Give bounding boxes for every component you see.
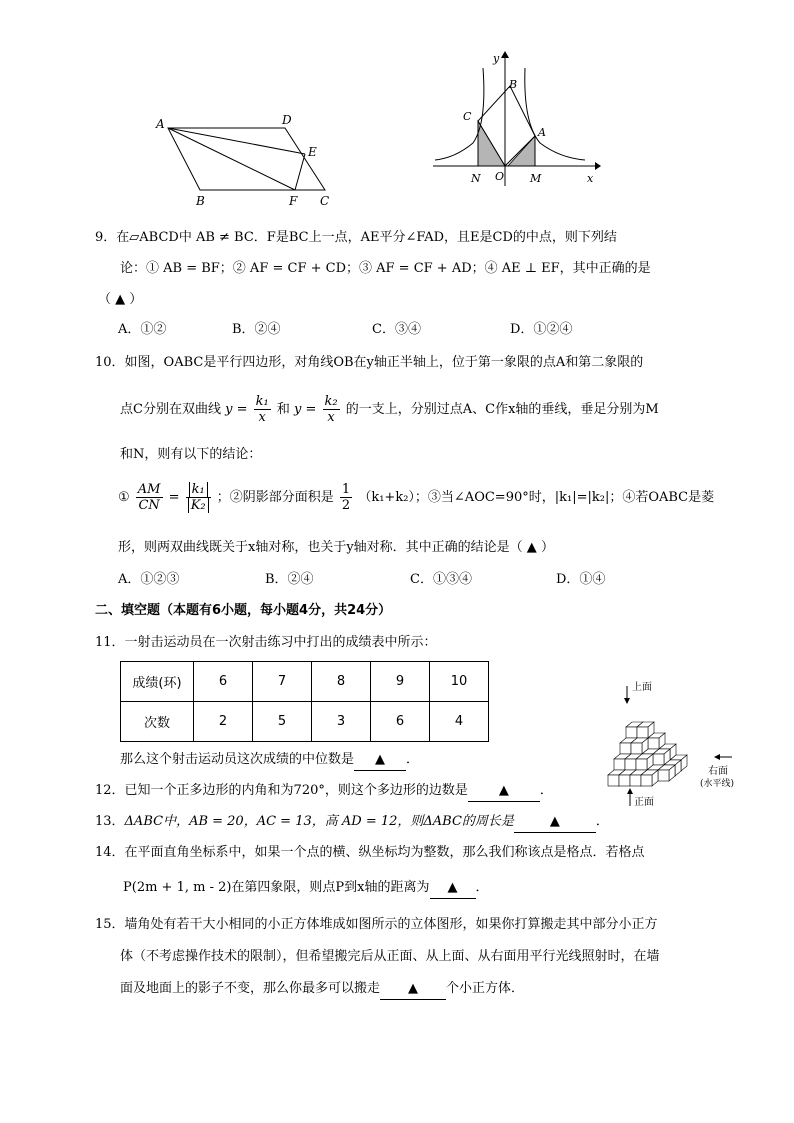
- label-C: C: [320, 194, 330, 208]
- cube-front-face: [648, 738, 659, 749]
- q10-c2: ；②阴影部分面积是: [216, 490, 334, 505]
- q10-c1-mark: ①: [118, 490, 130, 505]
- cube-front-face: [619, 775, 630, 786]
- q9-line2: 论：① AB = BF；② AF = CF + CD；③ AF = CF + AD；④ AE ⊥ EF，其中正确的是: [120, 261, 651, 276]
- label-N: N: [471, 172, 481, 185]
- table-cell: 7: [253, 662, 312, 702]
- y-axis-arrow: [501, 51, 509, 58]
- table-cell: 4: [430, 702, 489, 742]
- q13-tail: ．: [595, 814, 609, 829]
- q14-tail: ．: [475, 880, 489, 895]
- q11-line: [95, 633, 437, 653]
- q15-line3-post: 个小正方体．: [446, 981, 525, 996]
- table-row: [121, 662, 489, 702]
- q11-number: 11．: [95, 635, 125, 650]
- parallelogram-figure: [150, 110, 340, 210]
- q9-option-a: A．①②: [118, 322, 167, 337]
- q9-number: 9．: [95, 230, 117, 245]
- q10-line2-post: 的一支上，分别过点A、C作x轴的垂线，垂足分别为M: [345, 402, 659, 417]
- x-axis-arrow: [595, 162, 601, 170]
- q10-number: 10．: [95, 355, 125, 370]
- label-O: O: [495, 170, 505, 183]
- q13-text: ΔABC中，AB = 20，AC = 13，高 AD = 12，则ΔABC的周长是: [124, 814, 514, 829]
- q10-and: 和: [276, 402, 290, 417]
- table-cell: 10: [430, 662, 489, 702]
- q9-option-b: B．②④: [232, 322, 281, 337]
- cube-front-face: [608, 775, 619, 786]
- q10-cn: CN: [138, 498, 160, 513]
- front-label: 正面: [634, 797, 654, 808]
- q10-half-den: 2: [341, 498, 351, 513]
- q10-y-eq-1: y =: [225, 402, 248, 417]
- segment-AE: [168, 128, 305, 154]
- q12-number: 12．: [95, 783, 125, 798]
- table-cell: 5: [253, 702, 312, 742]
- q11-text: 一射击运动员在一次射击练习中打出的成绩表中所示：: [124, 635, 437, 650]
- q14-number: 14．: [95, 845, 125, 860]
- q13-answer-blank[interactable]: [514, 812, 596, 833]
- q10-frac-k1-x: [254, 394, 271, 425]
- table-cell: 6: [194, 662, 253, 702]
- label-A: A: [156, 117, 165, 131]
- q11-answer-blank[interactable]: [354, 750, 406, 771]
- q15-text1: 墙角处有若干大小相同的小正方体堆成如图所示的立体图形，如果你打算搬走其中部分小正方: [124, 917, 658, 932]
- cube-front-face: [658, 770, 669, 781]
- label-B: B: [509, 78, 518, 91]
- q9-option-c: C．③④: [372, 322, 421, 337]
- cube-front-face: [625, 759, 636, 770]
- segment-EF: [295, 154, 305, 190]
- q10-x1: x: [258, 410, 266, 425]
- table-cell: 9: [371, 662, 430, 702]
- top-label: 上面: [632, 682, 652, 693]
- q12-text: 已知一个正多边形的内角和为720°，则这个多边形的边数是: [124, 783, 468, 798]
- q10-am: AM: [137, 482, 161, 497]
- q9-option-d: D．①②④: [510, 322, 573, 337]
- q10-c2-tail: （k₁+k₂）；③当∠AOC=90°时，|k₁|=|k₂|；④若OABC是菱: [358, 490, 715, 505]
- table-cell: 2: [194, 702, 253, 742]
- q10-line5: 形，则两双曲线既关于x轴对称，也关于y轴对称．其中正确的结论是（ ▲ ）: [118, 540, 554, 555]
- top-arrow-head: [624, 698, 630, 704]
- label-A: A: [538, 126, 546, 139]
- q11-after-text: 那么这个射击运动员这次成绩的中位数是: [120, 752, 355, 767]
- q12-answer-blank[interactable]: [468, 781, 540, 802]
- q14-text2: P(2m + 1, m - 2)在第四象限，则点P到x轴的距离为: [123, 880, 430, 895]
- table-cell: 8: [312, 662, 371, 702]
- cube-front-face: [626, 727, 637, 738]
- table-cell: 3: [312, 702, 371, 742]
- label-x: x: [587, 172, 594, 185]
- label-F: F: [289, 194, 298, 208]
- q12-line: [95, 781, 553, 802]
- q15-line1: [95, 915, 658, 935]
- triangle-icon: ▲: [498, 783, 509, 798]
- q10-k1: k₁: [255, 394, 269, 409]
- label-E: E: [308, 145, 317, 159]
- label-D: D: [282, 113, 292, 127]
- cube-front-face: [636, 759, 647, 770]
- q10-line3: 和N，则有以下的结论：: [120, 447, 262, 462]
- q12-tail: ．: [539, 783, 553, 798]
- q13-line: [95, 812, 609, 833]
- table-header-cell: 成绩(环): [121, 662, 194, 702]
- right-arrow-head: [714, 754, 720, 760]
- q15-line3-pre: 面及地面上的影子不变，那么你最多可以搬走: [120, 981, 381, 996]
- q11-score-table: [120, 661, 489, 742]
- segment-AF: [168, 128, 295, 190]
- table-header-cell: 次数: [121, 702, 194, 742]
- cube-front-face: [630, 775, 641, 786]
- q10-frac-half: [340, 482, 352, 513]
- right-sub-label: (水平线): [700, 779, 735, 789]
- q10-line1: [95, 353, 643, 373]
- q15-answer-blank[interactable]: [380, 979, 446, 1000]
- hyperbola-left-branch: [435, 68, 484, 160]
- label-C: C: [463, 110, 472, 123]
- q15-line3: [120, 979, 524, 1000]
- table-row: [121, 702, 489, 742]
- q10-option-b: B．②④: [265, 572, 314, 587]
- triangle-icon: ▲: [549, 814, 560, 829]
- cube-front-face: [631, 743, 642, 754]
- section2-title: 二、填空题（本题有6小题，每小题4分，共24分）: [95, 603, 392, 618]
- cube-stack: [608, 722, 687, 786]
- q10-option-c: C．①③④: [410, 572, 472, 587]
- q10-line2: [120, 390, 659, 432]
- q10-x2: x: [327, 410, 335, 425]
- q9-text1: 在▱ABCD中 AB ≠ BC．F是BC上一点，AE平分∠FAD，且E是CD的中点，则下列结: [116, 230, 617, 245]
- label-M: M: [530, 172, 542, 185]
- right-label: 右面: [708, 766, 728, 777]
- cube-front-face: [620, 743, 631, 754]
- cube-front-face: [614, 759, 625, 770]
- q10-abs-k2: K₂: [188, 498, 209, 513]
- q10-abs-k1: k₁: [189, 482, 208, 497]
- q10-frac-k1-k2: [186, 482, 211, 513]
- parallelogram-outline: [168, 128, 325, 190]
- label-y: y: [493, 52, 500, 65]
- q10-text1: 如图，OABC是平行四边形，对角线OB在y轴正半轴上，位于第一象限的点A和第二象限的: [124, 355, 644, 370]
- q10-frac-am-cn: [136, 482, 163, 513]
- cube-stack-figure: [600, 678, 760, 808]
- q11-after: [120, 750, 419, 771]
- q14-answer-blank[interactable]: [430, 878, 476, 899]
- q15-line2: 体（不考虑操作技术的限制），但希望搬完后从正面、从上面、从右面用平行光线照射时，在墙: [120, 949, 660, 964]
- q10-k2: k₂: [324, 394, 338, 409]
- q10-line4: ① $\frac{AM}{CN}$ = $\frac{\text{k₁}}{\text{K₂}}$ ；②阴影部分面积是 $\frac{1}{2}$ （k₁+k₂）；③当∠AOC=90°时，|k₁|=|k₂|；④若OABC是菱: [118, 482, 715, 513]
- table-cell: 6: [371, 702, 430, 742]
- q10-line2-pre: 点C分别在双曲线: [120, 402, 221, 417]
- q10-y-eq-2: y =: [294, 402, 317, 417]
- cube-front-face: [641, 775, 652, 786]
- label-B: B: [196, 194, 205, 208]
- q10-frac-k2-x: [323, 394, 340, 425]
- q10-half-num: 1: [341, 482, 351, 497]
- q14-text1: 在平面直角坐标系中，如果一个点的横、纵坐标均为整数，那么我们称该点是格点．若格点: [124, 845, 645, 860]
- front-arrow-head: [627, 788, 633, 794]
- q13-number: 13．: [95, 814, 125, 829]
- q9-paren: （ ▲ ）: [98, 292, 143, 307]
- q14-line2: [123, 878, 489, 899]
- q11-tail: ．: [406, 752, 420, 767]
- q10-option-a: A．①②③: [118, 572, 180, 587]
- hyperbola-figure: [425, 48, 605, 190]
- triangle-icon: ▲: [447, 880, 458, 895]
- triangle-icon: ▲: [375, 752, 386, 767]
- q14-line1: [95, 843, 645, 863]
- q15-number: 15．: [95, 917, 125, 932]
- cube-front-face: [653, 754, 664, 765]
- triangle-icon: ▲: [408, 981, 419, 996]
- q9-line1: [95, 228, 617, 248]
- q10-option-d: D．①④: [556, 572, 606, 587]
- cube-front-face: [637, 727, 648, 738]
